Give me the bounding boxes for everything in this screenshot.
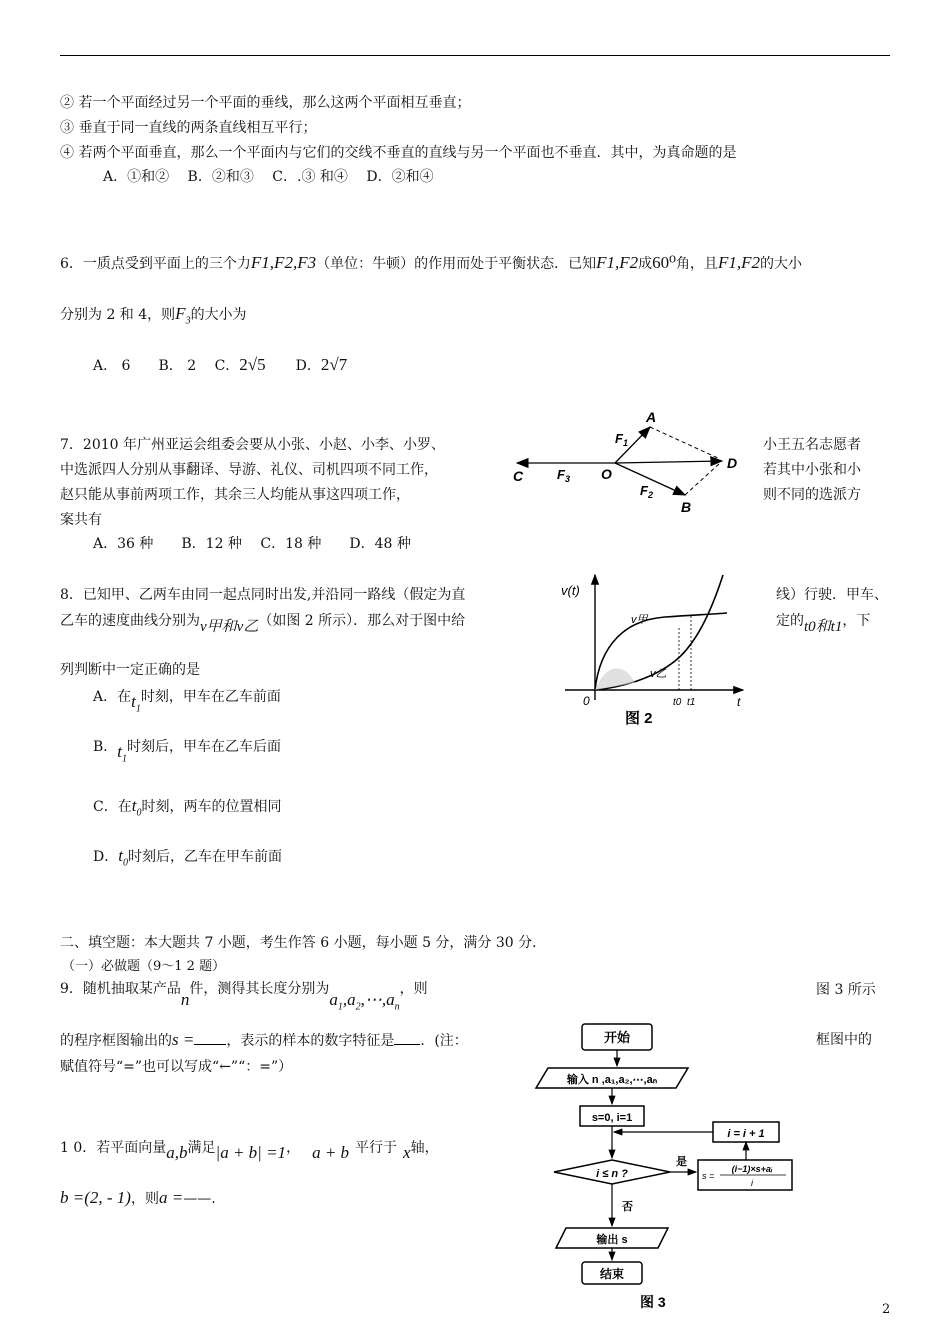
figure-3-caption: 图 3 <box>640 1294 666 1310</box>
label-o: O <box>601 466 612 482</box>
q9-line-3: 赋值符号“=”也可以写成“←”“：=”） <box>60 1059 293 1075</box>
force-od-arrow <box>615 461 722 463</box>
q8-line-1-right: 线）行驶．甲车、 <box>776 587 888 603</box>
q8-t0-d: $t_0$ <box>118 846 128 869</box>
q5-statement-4: ④ 若两个平面垂直，那么一个平面内与它们的交线不垂直的直线与另一个平面也不垂直．其中，为真命题的是 <box>60 145 737 161</box>
q8-option-d: D．$t_0$时刻后，乙车在甲车前面 <box>93 846 282 869</box>
svg-text:i ≤ n ?: i ≤ n ? <box>596 1168 628 1180</box>
q10-ab: a,b <box>166 1143 188 1162</box>
label-f1: $F_1$ <box>615 431 628 448</box>
q8-line-3: 列判断中一定正确的是 <box>60 662 200 678</box>
q9-line-1-right: 图 3 所示 <box>816 982 876 998</box>
label-f2: $F_2$ <box>640 483 653 500</box>
q9-sequence: $a_1,a_2,\cdots,a_n$ <box>329 990 400 1013</box>
label-b: B <box>681 499 692 515</box>
q8-line2a: 乙车的速度曲线分别为 <box>60 613 200 629</box>
label-t0: t0 <box>673 697 682 708</box>
label-vjia: v甲 <box>631 614 648 626</box>
q8-t0-c: $t_0$ <box>131 796 142 819</box>
q6-opt-d: 2√7 <box>320 355 348 374</box>
q6-line-1 <box>60 253 802 274</box>
part2-subheading: （一）必做题（9～1 2 题） <box>62 959 226 974</box>
q10-x: x <box>403 1143 411 1162</box>
svg-text:s=0, i=1: s=0, i=1 <box>591 1112 633 1124</box>
part2-heading: 二、填空题：本大题共 7 小题，考生作答 6 小题，每小题 5 分，满分 30 分． <box>60 935 547 951</box>
label-a: A <box>646 409 657 425</box>
label-vt: v(t) <box>561 583 580 598</box>
q6-opt-ab: A． 6 B． 2 C． <box>93 358 240 374</box>
q9-line-2: 的程序框图输出的s = ，表示的样本的数字特征是 ．(注： <box>60 1030 468 1049</box>
q10-line-2: b =(2, - 1)，则a =——. <box>60 1188 216 1207</box>
q6-line-2 <box>60 304 247 331</box>
label-t1: t1 <box>687 697 696 708</box>
svg-text:s =: s = <box>702 1171 715 1181</box>
q9-blank-2 <box>394 1030 420 1045</box>
q6-opt-d-label: D． <box>295 358 321 374</box>
q6-line2b: 的大小为 <box>190 307 247 323</box>
q6-angle: 60⁰ <box>652 253 676 272</box>
q7-line-3-right: 则不同的选派方 <box>763 487 861 503</box>
q5-statement-3: ③ 垂直于同一直线的两条直线相互平行； <box>60 120 317 136</box>
flow-no-label: 否 <box>622 1201 633 1213</box>
q5-options: A．①和② B．②和③ C．.③ 和④ D．②和④ <box>103 169 434 185</box>
q8-t1-a: $t_1$ <box>131 692 141 715</box>
label-vyi: v乙 <box>650 668 667 680</box>
label-origin: 0 <box>583 694 590 708</box>
q6-pair: F1,F2 <box>596 253 639 272</box>
q8-option-c: C．在$t_0$时刻，两车的位置相同 <box>93 796 282 819</box>
q8-v-pair: v甲和v乙 <box>200 619 259 635</box>
q6-forces: F1,F2,F3 <box>250 253 317 272</box>
q8-t1-b: $t_1$ <box>117 742 128 765</box>
q8-line2b: （如图 2 所示）．那么对于图中给 <box>258 613 466 629</box>
label-f3: $F_3$ <box>557 467 570 484</box>
page-number: 2 <box>882 1302 891 1317</box>
q9-n: n <box>180 990 190 1009</box>
dashed-bd <box>685 463 720 495</box>
q7-line-2: 中选派四人分别从事翻译、导游、礼仪、司机四项不同工作， <box>60 462 438 478</box>
q8-line-1: 8．已知甲、乙两车由同一起点同时出发,并沿同一路线（假定为直 <box>60 587 466 603</box>
svg-text:开始: 开始 <box>603 1030 631 1045</box>
force-diagram <box>505 405 755 520</box>
flowchart <box>530 1020 800 1315</box>
q7-line-3: 赵只能从事前两项工作，其余三人均能从事这四项工作， <box>60 487 410 503</box>
q7-line-2-right: 若其中小张和小 <box>763 462 861 478</box>
q10-blank: —— <box>183 1191 212 1207</box>
q8-option-b: B．$t_1$时刻后，甲车在乙车后面 <box>93 739 282 765</box>
q8-line-2 <box>60 611 466 635</box>
q9-blank-1 <box>194 1030 226 1045</box>
label-c: C <box>513 468 524 484</box>
q6-pair-2: F1,F2 <box>717 253 760 272</box>
q8-t-pair: t0和t1 <box>804 619 843 635</box>
q6-options <box>93 355 347 376</box>
q5-statement-2: ② 若一个平面经过另一个平面的垂线，那么这两个平面相互垂直； <box>60 95 471 111</box>
q6-line2a: 分别为 2 和 4，则 <box>60 307 176 323</box>
q6-tail: 的大小 <box>759 256 802 272</box>
svg-text:输出 s: 输出 s <box>596 1234 628 1246</box>
svg-text:输入 n ,a₁,a₂,⋯,aₙ: 输入 n ,a₁,a₂,⋯,aₙ <box>566 1074 658 1086</box>
q9-line-2-right: 框图中的 <box>816 1032 872 1048</box>
label-d: D <box>727 455 738 471</box>
header-rule <box>60 55 890 56</box>
svg-text:i: i <box>751 1178 753 1188</box>
q8-option-a: A．在$t_1$时刻，甲车在乙车前面 <box>93 689 281 715</box>
q6-unit: （单位：牛顿）的作用而处于平衡状态．已知 <box>316 256 597 272</box>
q6-opt-c: 2√5 <box>239 355 266 374</box>
q7-line-1: 7．2010 年广州亚运会组委会要从小张、小赵、小李、小罗、 <box>60 437 445 453</box>
q10-line-1: 1 0．若平面向量a,b满足|a + b| =1， a + b 平行于 x轴， <box>60 1140 439 1162</box>
svg-text:(i−1)×s+aᵢ: (i−1)×s+aᵢ <box>731 1164 773 1174</box>
q10-abs-eq: |a + b| =1 <box>215 1143 287 1162</box>
q6-angle-word: 成 <box>638 256 653 272</box>
dashed-ad <box>650 427 720 459</box>
q7-line-1-right: 小王五名志愿者 <box>763 437 861 453</box>
q8-line-2-right: 定的t0和t1，下 <box>776 613 871 635</box>
svg-text:结束: 结束 <box>599 1267 625 1281</box>
q10-apb: a + b <box>312 1143 350 1162</box>
svg-text:i = i + 1: i = i + 1 <box>727 1128 765 1140</box>
q9-line-1: 9．随机抽取某产品n件，测得其长度分别为$a_1,a_2,\cdots,a_n$，则 <box>60 981 428 1013</box>
q6-lead: 6．一质点受到平面上的三个力 <box>60 256 251 272</box>
flow-yes-label: 是 <box>676 1156 687 1168</box>
q10-a-eq: a = <box>158 1188 184 1207</box>
q7-options: A．36 种 B．12 种 C．18 种 D．48 种 <box>93 536 411 552</box>
q6-f3: $F_3$ <box>175 304 191 327</box>
q6-angle-tail: 角，且 <box>675 256 718 272</box>
figure-2-caption: 图 2 <box>625 710 653 727</box>
q9-s-eq: s = <box>172 1030 195 1049</box>
velocity-graph <box>555 565 755 735</box>
label-t: t <box>737 695 741 709</box>
q7-line-4: 案共有 <box>60 512 102 528</box>
q10-b-eq: b =(2, - 1) <box>60 1188 131 1207</box>
